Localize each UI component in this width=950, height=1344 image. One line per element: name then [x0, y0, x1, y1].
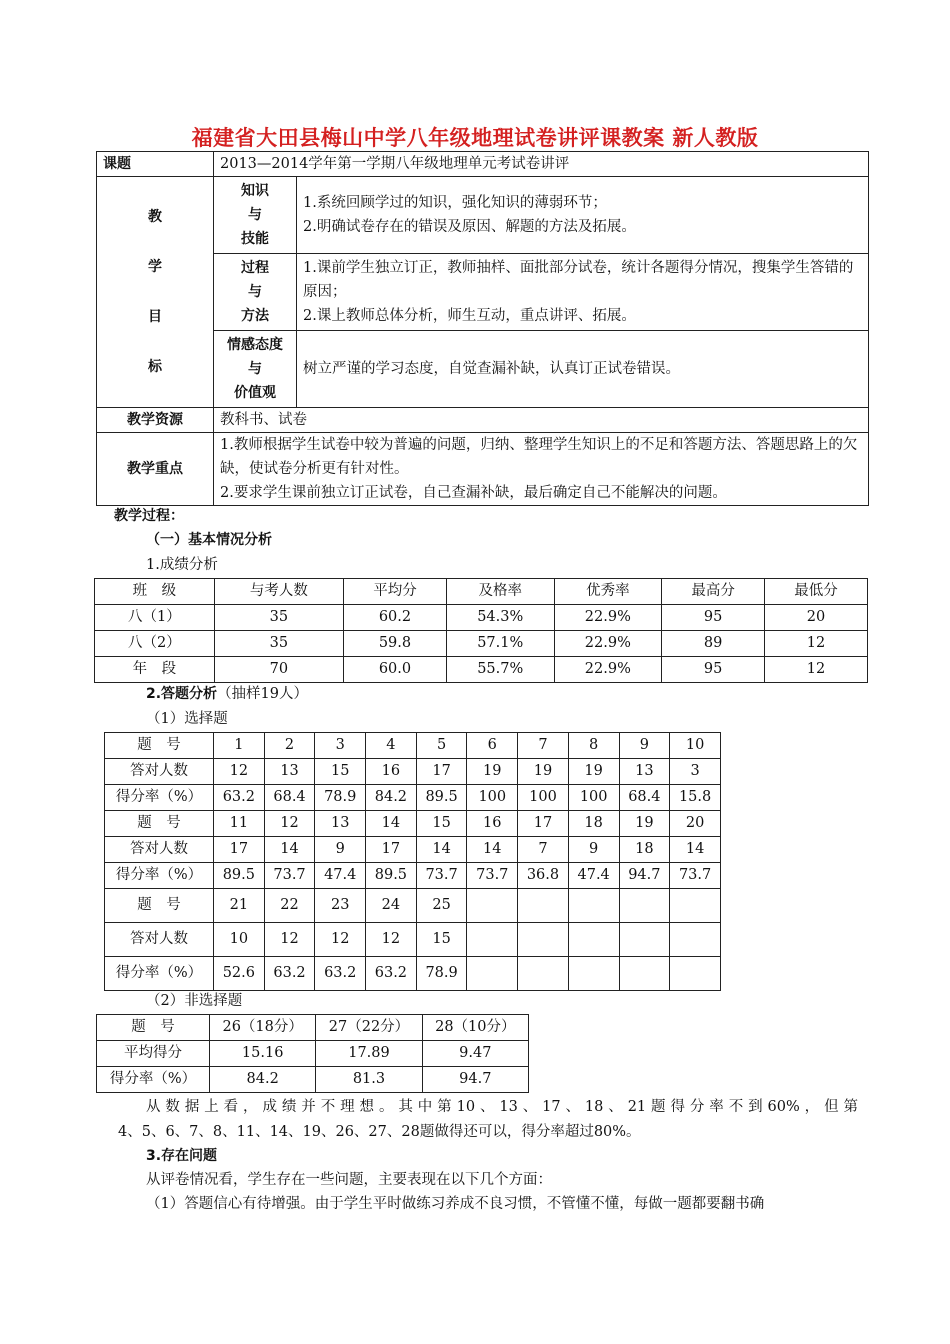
choice-cell [619, 889, 670, 923]
choice-cell [670, 957, 721, 991]
choice-cell: 24 [366, 889, 417, 923]
choice-cell: 9 [315, 837, 366, 863]
choice-cell: 89.5 [366, 863, 417, 889]
choice-cell: 21 [214, 889, 265, 923]
choice-cell [619, 957, 670, 991]
choice-subheading: （1）选择题 [146, 711, 228, 727]
focus-line: 1.教师根据学生试卷中较为普遍的问题，归纳、整理学生知识上的不足和答题方法、答题思路上的欠缺，使试卷分析更有针对性。 [220, 437, 858, 477]
choice-cell: 22 [264, 889, 315, 923]
goal-content-process [297, 254, 869, 331]
choice-cell: 17 [518, 811, 569, 837]
goal-label-attitude [214, 331, 297, 408]
goal-label-line: 与 [248, 207, 262, 223]
scores-cell: 89 [662, 631, 765, 657]
topic-row [97, 152, 869, 177]
nonchoice-cell: 81.3 [316, 1067, 422, 1093]
scores-row [95, 657, 868, 683]
choice-cell: 20 [670, 811, 721, 837]
nonchoice-cell: 94.7 [422, 1067, 528, 1093]
choice-cell [670, 923, 721, 957]
choice-row [105, 863, 721, 889]
choice-cell: 84.2 [366, 785, 417, 811]
choice-row [105, 785, 721, 811]
choice-cell: 12 [264, 811, 315, 837]
nonchoice-cell: 17.89 [316, 1041, 422, 1067]
choice-cell: 68.4 [619, 785, 670, 811]
choice-cell: 14 [366, 811, 417, 837]
lesson-plan-table [96, 151, 869, 506]
scores-cell: 22.9% [554, 631, 662, 657]
choice-cell: 10 [670, 733, 721, 759]
choice-cell: 100 [568, 785, 619, 811]
choice-row-label: 得分率（%） [105, 863, 214, 889]
summary-line-2: 4、5、6、7、8、11、14、19、26、27、28题做得还可以，得分率超过80%。 [118, 1124, 641, 1140]
scores-header: 最低分 [765, 579, 868, 605]
issues-heading: 3.存在问题 [146, 1148, 218, 1164]
issues-intro: 从评卷情况看，学生存在一些问题，主要表现在以下几个方面： [146, 1172, 552, 1188]
goal-label-knowledge [214, 177, 297, 254]
choice-row [105, 923, 721, 957]
scores-cell: 59.8 [344, 631, 447, 657]
choice-cell: 52.6 [214, 957, 265, 991]
scores-header: 班 级 [95, 579, 215, 605]
choice-row-label: 答对人数 [105, 759, 214, 785]
goal-row-knowledge [97, 177, 869, 254]
nonchoice-table [96, 1014, 529, 1093]
choice-cell: 14 [416, 837, 467, 863]
choice-cell: 14 [670, 837, 721, 863]
choice-table [104, 732, 721, 991]
goals-label-char: 标 [148, 359, 162, 375]
choice-cell: 89.5 [416, 785, 467, 811]
nonchoice-subheading: （2）非选择题 [146, 993, 243, 1009]
goals-label-char: 学 [148, 259, 162, 275]
choice-cell: 78.9 [315, 785, 366, 811]
choice-cell [467, 889, 518, 923]
choice-cell [568, 889, 619, 923]
focus-content [214, 433, 869, 506]
scores-cell: 年 段 [95, 657, 215, 683]
scores-table [94, 578, 868, 683]
choice-cell [467, 957, 518, 991]
nonchoice-cell: 15.16 [210, 1041, 316, 1067]
choice-cell: 7 [518, 733, 569, 759]
nonchoice-header: 题 号 [97, 1015, 210, 1041]
choice-cell: 12 [366, 923, 417, 957]
choice-cell: 100 [518, 785, 569, 811]
resources-value: 教科书、试卷 [214, 408, 869, 433]
choice-cell: 7 [518, 837, 569, 863]
scores-cell: 20 [765, 605, 868, 631]
focus-row [97, 433, 869, 506]
choice-cell: 14 [467, 837, 518, 863]
goal-line: 2.课上教师总体分析，师生互动，重点讲评、拓展。 [303, 308, 636, 324]
goal-line: 2.明确试卷存在的错误及原因、解题的方法及拓展。 [303, 219, 636, 235]
choice-cell: 73.7 [264, 863, 315, 889]
scores-cell: 12 [765, 657, 868, 683]
scores-cell: 57.1% [446, 631, 554, 657]
choice-cell: 47.4 [315, 863, 366, 889]
choice-row [105, 733, 721, 759]
scores-header: 平均分 [344, 579, 447, 605]
choice-cell: 47.4 [568, 863, 619, 889]
choice-cell: 17 [366, 837, 417, 863]
scores-row [95, 631, 868, 657]
topic-value: 2013—2014学年第一学期八年级地理单元考试卷讲评 [214, 152, 869, 177]
choice-cell [518, 957, 569, 991]
scores-cell: 35 [214, 605, 343, 631]
goal-line: 1.系统回顾学过的知识，强化知识的薄弱环节； [303, 195, 607, 211]
choice-cell: 89.5 [214, 863, 265, 889]
choice-cell [518, 923, 569, 957]
goal-label-line: 价值观 [234, 385, 276, 401]
choice-cell: 18 [619, 837, 670, 863]
choice-cell: 9 [568, 837, 619, 863]
goal-label-line: 知识 [241, 183, 269, 199]
scores-header: 与考人数 [214, 579, 343, 605]
choice-cell: 19 [619, 811, 670, 837]
choice-cell: 63.2 [264, 957, 315, 991]
scores-row [95, 605, 868, 631]
nonchoice-row [97, 1041, 529, 1067]
choice-cell: 23 [315, 889, 366, 923]
issue-1: （1）答题信心有待增强。由于学生平时做练习养成不良习惯，不管懂不懂，每做一题都要翻书确 [146, 1196, 765, 1212]
choice-cell: 73.7 [670, 863, 721, 889]
choice-cell: 16 [366, 759, 417, 785]
choice-cell: 4 [366, 733, 417, 759]
focus-line: 2.要求学生课前独立订正试卷，自己查漏补缺，最后确定自己不能解决的问题。 [220, 485, 727, 501]
process-heading: 教学过程： [114, 508, 184, 524]
nonchoice-header: 26（18分） [210, 1015, 316, 1041]
choice-cell [518, 889, 569, 923]
scores-header: 及格率 [446, 579, 554, 605]
choice-row-label: 得分率（%） [105, 785, 214, 811]
scores-cell: 八（2） [95, 631, 215, 657]
scores-cell: 22.9% [554, 605, 662, 631]
choice-cell: 73.7 [416, 863, 467, 889]
choice-cell: 68.4 [264, 785, 315, 811]
goals-label-char: 教 [148, 209, 162, 225]
scores-cell: 八（1） [95, 605, 215, 631]
choice-cell: 36.8 [518, 863, 569, 889]
choice-cell [619, 923, 670, 957]
nonchoice-cell: 得分率（%） [97, 1067, 210, 1093]
choice-row [105, 759, 721, 785]
scores-cell: 60.0 [344, 657, 447, 683]
choice-row [105, 889, 721, 923]
choice-cell: 6 [467, 733, 518, 759]
scores-header-row [95, 579, 868, 605]
goals-label-char: 目 [148, 309, 162, 325]
choice-cell: 19 [467, 759, 518, 785]
choice-cell: 17 [416, 759, 467, 785]
choice-cell: 14 [264, 837, 315, 863]
choice-cell: 17 [214, 837, 265, 863]
summary-line-1: 从数据上看，成绩并不理想。其中第10、13、17、18、21题得分率不到60%，但第 [146, 1099, 858, 1115]
choice-cell: 8 [568, 733, 619, 759]
nonchoice-cell: 9.47 [422, 1041, 528, 1067]
choice-cell: 19 [518, 759, 569, 785]
choice-cell: 63.2 [315, 957, 366, 991]
answer-analysis-heading [146, 684, 308, 704]
resources-row [97, 408, 869, 433]
answer-analysis-note: （抽样19人） [217, 686, 309, 702]
choice-row-label: 题 号 [105, 889, 214, 923]
choice-cell: 63.2 [366, 957, 417, 991]
nonchoice-header: 27（22分） [316, 1015, 422, 1041]
choice-row-label: 题 号 [105, 811, 214, 837]
goal-line: 1.课前学生独立订正，教师抽样、面批部分试卷，统计各题得分情况，搜集学生答错的原因； [303, 260, 854, 300]
goal-content-knowledge [297, 177, 869, 254]
choice-cell: 11 [214, 811, 265, 837]
section1-heading: （一）基本情况分析 [146, 532, 272, 548]
goal-content-attitude: 树立严谨的学习态度，自觉查漏补缺，认真订正试卷错误。 [297, 331, 869, 408]
goal-label-line: 情感态度 [227, 337, 283, 353]
document-title: 福建省大田县梅山中学八年级地理试卷讲评课教案 新人教版 [191, 126, 759, 150]
choice-row [105, 837, 721, 863]
scores-cell: 12 [765, 631, 868, 657]
choice-cell: 12 [315, 923, 366, 957]
choice-cell: 25 [416, 889, 467, 923]
choice-cell [568, 923, 619, 957]
choice-cell [670, 889, 721, 923]
choice-cell: 13 [619, 759, 670, 785]
resources-label: 教学资源 [97, 408, 214, 433]
choice-cell: 100 [467, 785, 518, 811]
choice-cell: 18 [568, 811, 619, 837]
choice-row-label: 答对人数 [105, 837, 214, 863]
choice-cell: 13 [315, 811, 366, 837]
choice-cell: 12 [214, 759, 265, 785]
goal-label-line: 与 [248, 284, 262, 300]
scores-cell: 70 [214, 657, 343, 683]
scores-header: 优秀率 [554, 579, 662, 605]
choice-cell: 12 [264, 923, 315, 957]
choice-cell: 2 [264, 733, 315, 759]
choice-cell: 16 [467, 811, 518, 837]
scores-cell: 60.2 [344, 605, 447, 631]
scores-cell: 55.7% [446, 657, 554, 683]
focus-label: 教学重点 [97, 433, 214, 506]
choice-cell: 1 [214, 733, 265, 759]
nonchoice-cell: 84.2 [210, 1067, 316, 1093]
choice-row [105, 957, 721, 991]
goal-label-line: 方法 [241, 308, 269, 324]
nonchoice-header: 28（10分） [422, 1015, 528, 1041]
choice-cell: 94.7 [619, 863, 670, 889]
choice-row [105, 811, 721, 837]
goal-label-line: 与 [248, 361, 262, 377]
scores-cell: 95 [662, 605, 765, 631]
choice-row-label: 答对人数 [105, 923, 214, 957]
choice-cell: 15 [416, 811, 467, 837]
goal-label-process [214, 254, 297, 331]
choice-cell [568, 957, 619, 991]
scores-cell: 54.3% [446, 605, 554, 631]
choice-cell: 3 [670, 759, 721, 785]
choice-cell: 3 [315, 733, 366, 759]
choice-cell [467, 923, 518, 957]
choice-row-label: 得分率（%） [105, 957, 214, 991]
scores-cell: 35 [214, 631, 343, 657]
choice-cell: 15 [315, 759, 366, 785]
scores-cell: 22.9% [554, 657, 662, 683]
choice-cell: 9 [619, 733, 670, 759]
choice-cell: 15.8 [670, 785, 721, 811]
scores-subheading: 1.成绩分析 [146, 557, 218, 573]
scores-header: 最高分 [662, 579, 765, 605]
choice-cell: 63.2 [214, 785, 265, 811]
goal-label-line: 过程 [241, 260, 269, 276]
choice-cell: 19 [568, 759, 619, 785]
choice-cell: 10 [214, 923, 265, 957]
choice-cell: 13 [264, 759, 315, 785]
nonchoice-cell: 平均得分 [97, 1041, 210, 1067]
choice-cell: 15 [416, 923, 467, 957]
nonchoice-row [97, 1067, 529, 1093]
choice-cell: 5 [416, 733, 467, 759]
topic-label: 课题 [97, 152, 214, 177]
choice-row-label: 题 号 [105, 733, 214, 759]
answer-analysis-title: 2.答题分析 [146, 686, 218, 702]
scores-cell: 95 [662, 657, 765, 683]
choice-cell: 73.7 [467, 863, 518, 889]
goal-label-line: 技能 [241, 231, 269, 247]
goals-label [97, 177, 214, 408]
choice-cell: 78.9 [416, 957, 467, 991]
nonchoice-header-row [97, 1015, 529, 1041]
